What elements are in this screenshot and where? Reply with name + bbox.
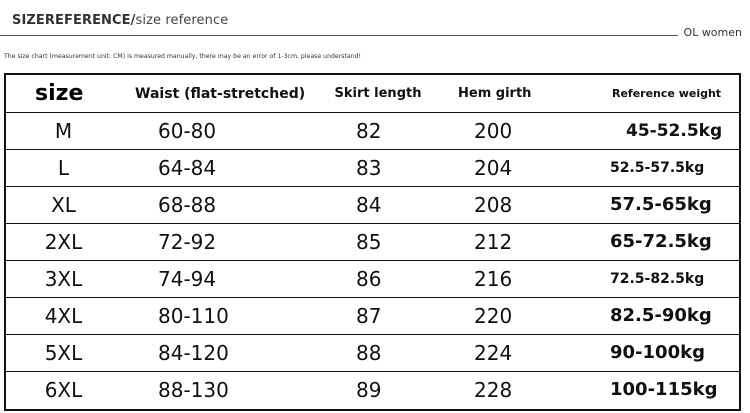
size-cell: M bbox=[54, 118, 73, 143]
waist-cell: 72-92 bbox=[158, 229, 217, 254]
page-title bbox=[12, 13, 228, 28]
header-skirt-length: Skirt length bbox=[334, 86, 422, 101]
weight-cell: 52.5-57.5kg bbox=[610, 159, 705, 176]
hem-girth-cell: 212 bbox=[474, 229, 513, 254]
size-cell: XL bbox=[51, 192, 76, 217]
weight-cell: 82.5-90kg bbox=[610, 305, 712, 326]
table-row bbox=[6, 371, 739, 408]
size-cell: 4XL bbox=[44, 303, 83, 328]
header-size: size bbox=[35, 81, 84, 106]
weight-cell: 72.5-82.5kg bbox=[610, 270, 705, 287]
header-hem-girth: Hem girth bbox=[458, 86, 532, 101]
waist-cell: 68-88 bbox=[158, 192, 217, 217]
measurement-note: The size chart (measurement unit: CM) is measured manually, there may be an error of 1-3cm, please understand! bbox=[4, 53, 362, 60]
table-row bbox=[6, 149, 739, 187]
waist-cell: 60-80 bbox=[158, 118, 217, 143]
skirt-length-cell: 89 bbox=[356, 377, 382, 402]
header-waist: Waist (flat-stretched) bbox=[135, 85, 306, 102]
waist-cell: 84-120 bbox=[158, 340, 229, 365]
header-rule bbox=[0, 35, 678, 36]
table-row bbox=[6, 112, 739, 150]
skirt-length-cell: 85 bbox=[356, 229, 382, 254]
title-rest: size reference bbox=[135, 13, 229, 28]
skirt-length-cell: 87 bbox=[356, 303, 382, 328]
table-row bbox=[6, 223, 739, 261]
brand-label: OL women bbox=[683, 26, 742, 39]
hem-girth-cell: 220 bbox=[474, 303, 513, 328]
skirt-length-cell: 82 bbox=[356, 118, 382, 143]
hem-girth-cell: 228 bbox=[474, 377, 513, 402]
table-row bbox=[6, 260, 739, 298]
table-header-row bbox=[6, 75, 739, 113]
waist-cell: 74-94 bbox=[158, 266, 217, 291]
header-reference-weight: Reference weight bbox=[612, 86, 722, 100]
weight-cell: 45-52.5kg bbox=[626, 120, 723, 141]
size-table bbox=[4, 73, 741, 411]
table-row bbox=[6, 297, 739, 335]
weight-cell: 65-72.5kg bbox=[610, 231, 712, 252]
weight-cell: 57.5-65kg bbox=[610, 194, 712, 215]
skirt-length-cell: 84 bbox=[356, 192, 382, 217]
skirt-length-cell: 83 bbox=[356, 155, 382, 180]
hem-girth-cell: 224 bbox=[474, 340, 513, 365]
waist-cell: 80-110 bbox=[158, 303, 229, 328]
table-row bbox=[6, 186, 739, 224]
size-cell: 3XL bbox=[44, 266, 83, 291]
waist-cell: 88-130 bbox=[158, 377, 229, 402]
size-cell: 2XL bbox=[44, 229, 83, 254]
size-cell: 6XL bbox=[44, 377, 83, 402]
waist-cell: 64-84 bbox=[158, 155, 217, 180]
size-cell: L bbox=[57, 155, 70, 180]
skirt-length-cell: 86 bbox=[356, 266, 382, 291]
title-bold: SIZEREFERENCE/ bbox=[12, 13, 136, 28]
hem-girth-cell: 216 bbox=[474, 266, 513, 291]
skirt-length-cell: 88 bbox=[356, 340, 382, 365]
size-cell: 5XL bbox=[44, 340, 83, 365]
hem-girth-cell: 204 bbox=[474, 155, 513, 180]
hem-girth-cell: 208 bbox=[474, 192, 513, 217]
hem-girth-cell: 200 bbox=[474, 118, 513, 143]
weight-cell: 100-115kg bbox=[610, 379, 718, 400]
table-row bbox=[6, 334, 739, 372]
weight-cell: 90-100kg bbox=[610, 342, 705, 363]
